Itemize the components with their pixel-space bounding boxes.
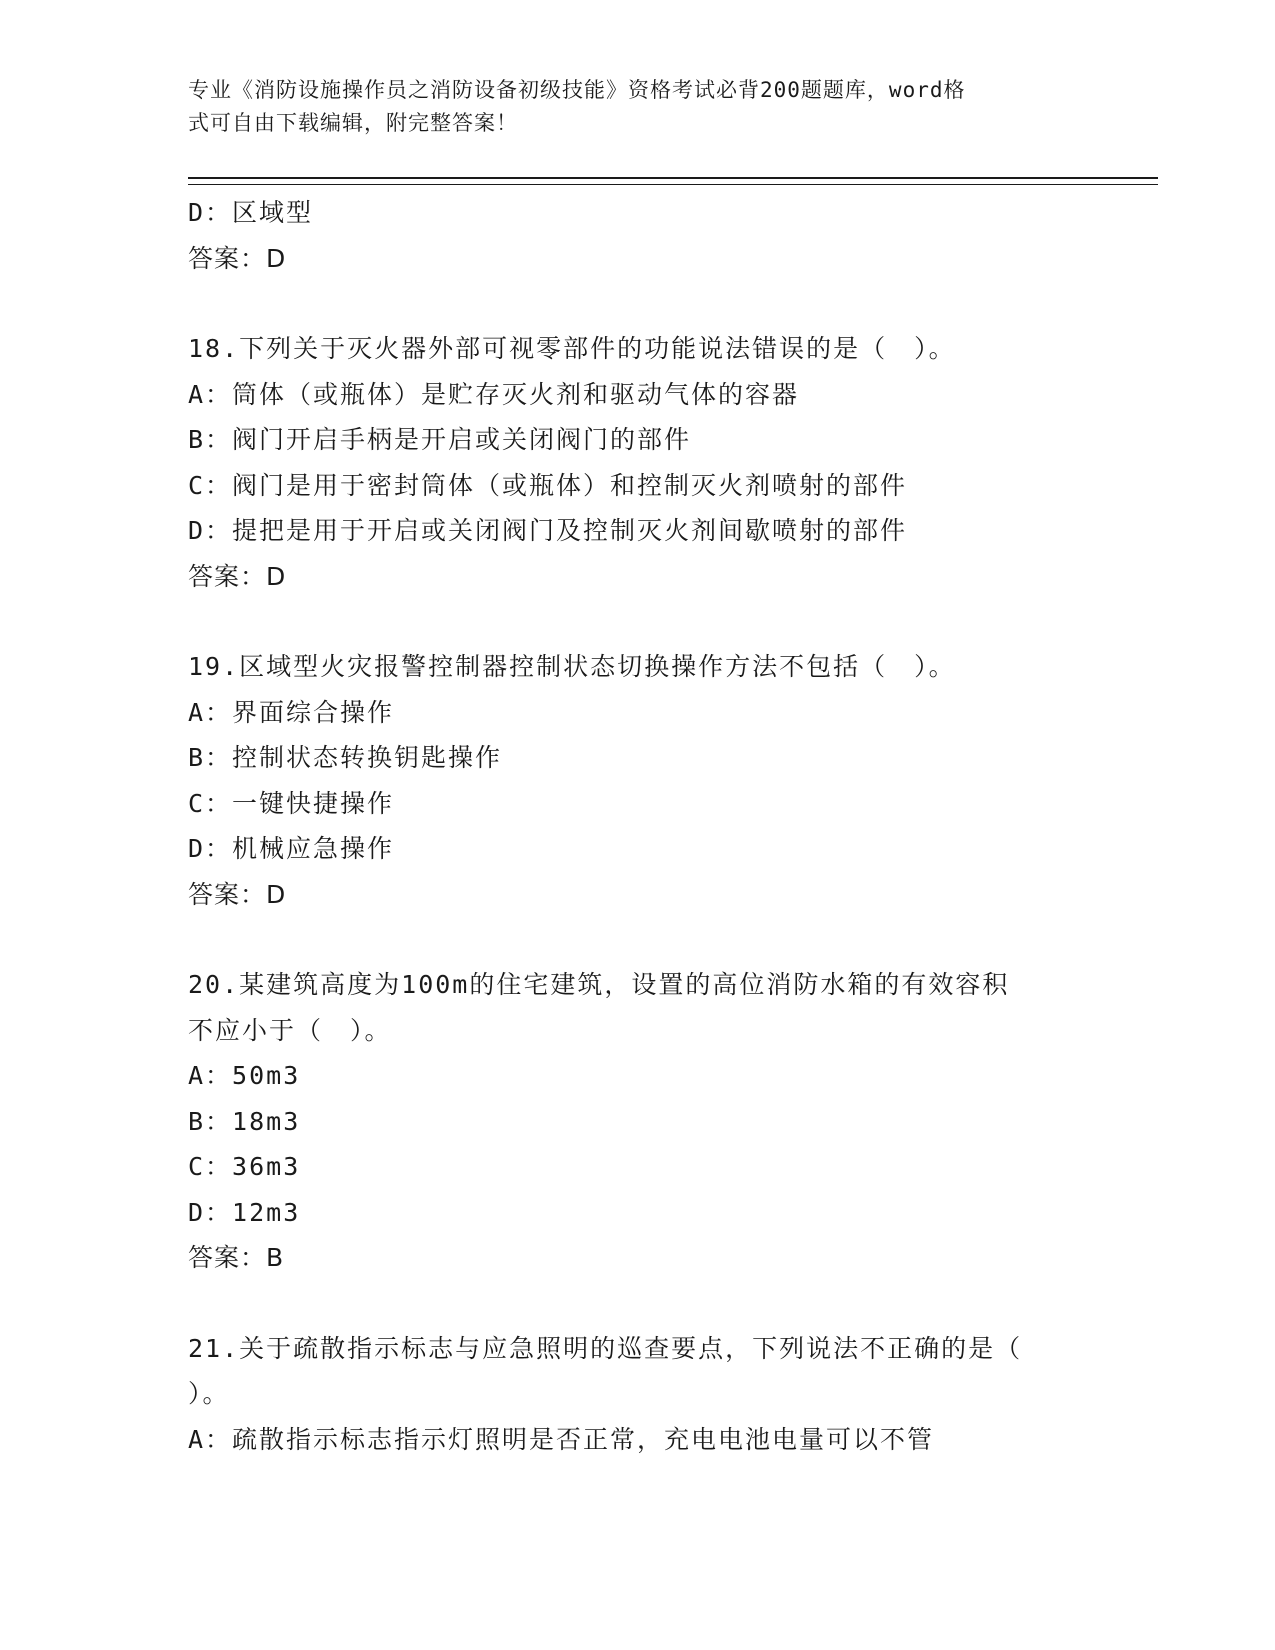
question-stem-line-2: 不应小于（ ）。 (188, 1015, 392, 1045)
option-a: A：筒体（或瓶体）是贮存灭火剂和驱动气体的容器 (188, 379, 800, 409)
option-d: D：提把是用于开启或关闭阀门及控制灭火剂间歇喷射的部件 (188, 516, 908, 545)
option-b: B：控制状态转换钥匙操作 (188, 743, 503, 772)
option-c: C：36m3 (188, 1152, 301, 1181)
option-d: D：12m3 (188, 1197, 301, 1227)
option-a: A：疏散指示标志指示灯照明是否正常，充电电池电量可以不管 (188, 1424, 935, 1454)
question-19 (188, 644, 1148, 917)
option-a: A：界面综合操作 (188, 697, 395, 727)
question-stem: 18.下列关于灭火器外部可视零部件的功能说法错误的是（ ）。 (188, 334, 956, 363)
option-b: B：18m3 (188, 1106, 301, 1136)
option-c: C：一键快捷操作 (188, 788, 395, 818)
question-18 (188, 326, 1148, 599)
question-21 (188, 1326, 1148, 1463)
answer-line: 答案：D (188, 243, 287, 273)
answer-line: 答案：D (188, 561, 287, 591)
option-d: D：机械应急操作 (188, 834, 395, 863)
question-stem-line-2: ）。 (188, 1379, 230, 1408)
answer-line: 答案：B (188, 1243, 285, 1272)
answer-line: 答案：D (188, 879, 287, 909)
question-20 (188, 962, 1148, 1281)
option-b: B：阀门开启手柄是开启或关闭阀门的部件 (188, 425, 692, 454)
question-stem-line-1: 20.某建筑高度为100m的住宅建筑，设置的高位消防水箱的有效容积 (188, 970, 1010, 999)
question-stem: 19.区域型火灾报警控制器控制状态切换操作方法不包括（ ）。 (188, 652, 956, 681)
option-a: A：50m3 (188, 1061, 301, 1090)
option-d: D：区域型 (188, 198, 314, 227)
header-line-1: 专业《消防设施操作员之消防设备初级技能》资格考试必背200题题库，word格 (188, 78, 966, 102)
document-page (188, 0, 1148, 1650)
question-stem-line-1: 21.关于疏散指示标志与应急照明的巡查要点，下列说法不正确的是（ (188, 1333, 1023, 1363)
header-divider (188, 177, 1158, 185)
document-header (188, 74, 1068, 140)
previous-question-tail (188, 190, 1148, 281)
document-body (188, 190, 1148, 1462)
option-c: C：阀门是用于密封筒体（或瓶体）和控制灭火剂喷射的部件 (188, 470, 908, 500)
header-line-2: 式可自由下载编辑，附完整答案！ (188, 111, 518, 135)
